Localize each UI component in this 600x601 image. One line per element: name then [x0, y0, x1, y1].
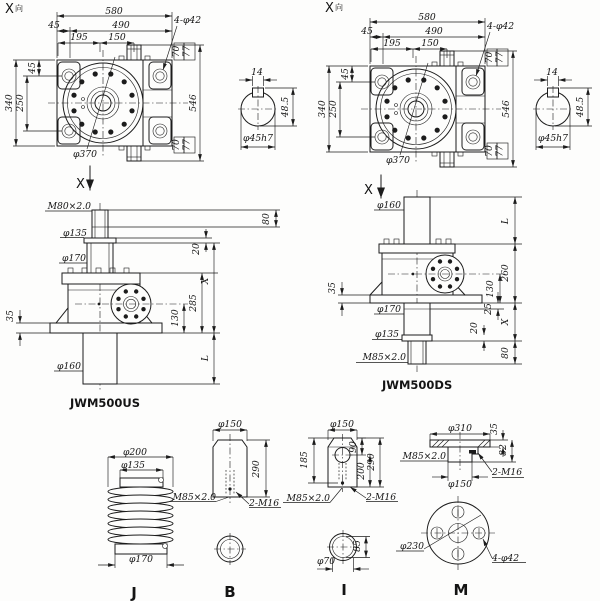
dim-340: 340 — [4, 94, 15, 112]
thread-callout: M85×2.0 — [402, 451, 446, 462]
dim-195: 195 — [383, 38, 401, 49]
dim-546: 546 — [501, 100, 512, 118]
dim-130: 130 — [485, 280, 496, 298]
dia-135: φ135 — [121, 460, 145, 471]
dim-546: 546 — [188, 94, 199, 112]
dim-290: 290 — [366, 453, 377, 471]
dia-170: φ170 — [129, 554, 153, 565]
corner-holes-callout: 4-φ42 — [487, 21, 515, 32]
dim-70-top: 70 — [171, 45, 182, 58]
dim-70-bottom: 70 — [484, 145, 495, 157]
bolt-circle-dia: φ230 — [400, 541, 424, 552]
dim-20: 20 — [191, 243, 202, 255]
screw-dia: φ160 — [377, 200, 401, 211]
dim-290: 290 — [251, 460, 262, 478]
dim-580: 580 — [105, 6, 123, 17]
dim-250: 250 — [15, 94, 26, 112]
dia-200: φ200 — [123, 447, 147, 458]
dim-150: 150 — [108, 32, 126, 43]
dim-20: 20 — [469, 322, 480, 334]
detail-i-eye-end — [283, 419, 398, 599]
dim-250: 250 — [328, 100, 339, 118]
flange-dia-label: φ370 — [386, 155, 410, 166]
holes-callout: 4-φ42 — [492, 553, 520, 564]
dim-77-bottom: 77 — [494, 145, 506, 157]
dim-150: 150 — [421, 38, 439, 49]
dia-70: φ70 — [316, 556, 336, 567]
dim-580: 580 — [418, 12, 436, 23]
dim-35: 35 — [5, 310, 16, 322]
top-right-shaft-section — [533, 67, 592, 150]
dim-195: 195 — [70, 32, 88, 43]
dim-45-top: 45 — [48, 20, 60, 31]
shaft-dia: φ45h7 — [243, 133, 273, 144]
model-label-ds: JWM500DS — [382, 378, 453, 392]
section-x-label: X — [364, 183, 373, 198]
dim-200: 200 — [356, 462, 367, 480]
top-left-gearbox-view — [4, 2, 204, 192]
detail-letter-b: B — [224, 583, 236, 601]
detail-j-bellows — [98, 447, 184, 601]
dim-14: 14 — [251, 67, 263, 78]
thread-callout: M85×2.0 — [286, 493, 330, 504]
dim-285: 285 — [188, 294, 199, 312]
detail-letter-i: I — [341, 581, 347, 599]
dim-490: 490 — [112, 20, 130, 31]
thread-callout: M80×2.0 — [47, 201, 91, 212]
dia-150: φ150 — [448, 479, 472, 490]
dim-85: 85 — [352, 540, 363, 552]
column-dia: φ170 — [62, 253, 86, 264]
dim-70-top: 70 — [484, 51, 495, 64]
dim-48-5: 48.5 — [575, 96, 586, 118]
detail-m-flange — [396, 423, 526, 599]
dim-90: 90 — [348, 441, 359, 453]
dim-77-top: 77 — [494, 51, 506, 64]
thread-callout: M85×2.0 — [172, 492, 216, 503]
dim-130: 130 — [170, 309, 181, 327]
dim-35: 35 — [327, 282, 338, 294]
dim-80: 80 — [500, 347, 511, 359]
dim-l: L — [200, 354, 211, 362]
dim-x: X — [500, 318, 511, 326]
dim-77-bottom: 77 — [181, 139, 193, 151]
corner-holes-callout: 4-φ42 — [174, 15, 202, 26]
dim-45-left: 45 — [27, 62, 38, 74]
dim-45-left: 45 — [340, 68, 351, 80]
top-right-gearbox-view — [317, 1, 517, 167]
dim-185: 185 — [299, 451, 310, 469]
dim-l: L — [500, 217, 511, 225]
dim-70-bottom: 70 — [171, 139, 182, 151]
section-x-label: X — [76, 177, 85, 192]
flange-dia-label: φ370 — [73, 149, 97, 160]
dim-45-top: 45 — [361, 26, 373, 37]
view-direction-label: X — [325, 1, 334, 16]
front-view-jwm500us — [5, 201, 280, 410]
dim-35: 35 — [489, 423, 500, 435]
dim-48-5: 48.5 — [280, 96, 291, 118]
dim-80: 80 — [261, 213, 272, 225]
model-label-us: JWM500US — [70, 396, 141, 410]
dim-82: 82 — [498, 444, 509, 456]
dim-25: 25 — [483, 303, 494, 315]
view-direction-label: X — [5, 2, 14, 17]
thread-callout: M85×2.0 — [362, 352, 406, 363]
detail-letter-m: M — [453, 581, 469, 599]
dia-150: φ150 — [330, 419, 354, 430]
dia-310: φ310 — [448, 423, 472, 434]
view-direction-char: 向 — [15, 4, 23, 13]
front-view-jwm500ds — [327, 175, 522, 392]
screw-dia: φ160 — [57, 361, 81, 372]
dim-14: 14 — [546, 67, 558, 78]
dim-490: 490 — [425, 26, 443, 37]
top-left-shaft-section — [238, 67, 297, 150]
dim-x: X — [200, 277, 211, 285]
collar-dia: φ135 — [63, 228, 87, 239]
shaft-dia: φ45h7 — [538, 133, 568, 144]
dia-150: φ150 — [218, 419, 242, 430]
tap-callout: 2-M16 — [249, 498, 280, 509]
tap-callout: 2-M16 — [366, 492, 397, 503]
view-direction-char: 向 — [335, 3, 343, 12]
detail-b-clevis-end — [170, 419, 281, 601]
detail-letter-j: J — [131, 584, 137, 601]
collar-dia: φ135 — [375, 329, 399, 340]
dim-340: 340 — [317, 100, 328, 118]
column-dia: φ170 — [377, 304, 401, 315]
dim-260: 260 — [500, 264, 511, 282]
dim-77-top: 77 — [181, 45, 193, 58]
tap-callout: 2-M16 — [492, 467, 523, 478]
